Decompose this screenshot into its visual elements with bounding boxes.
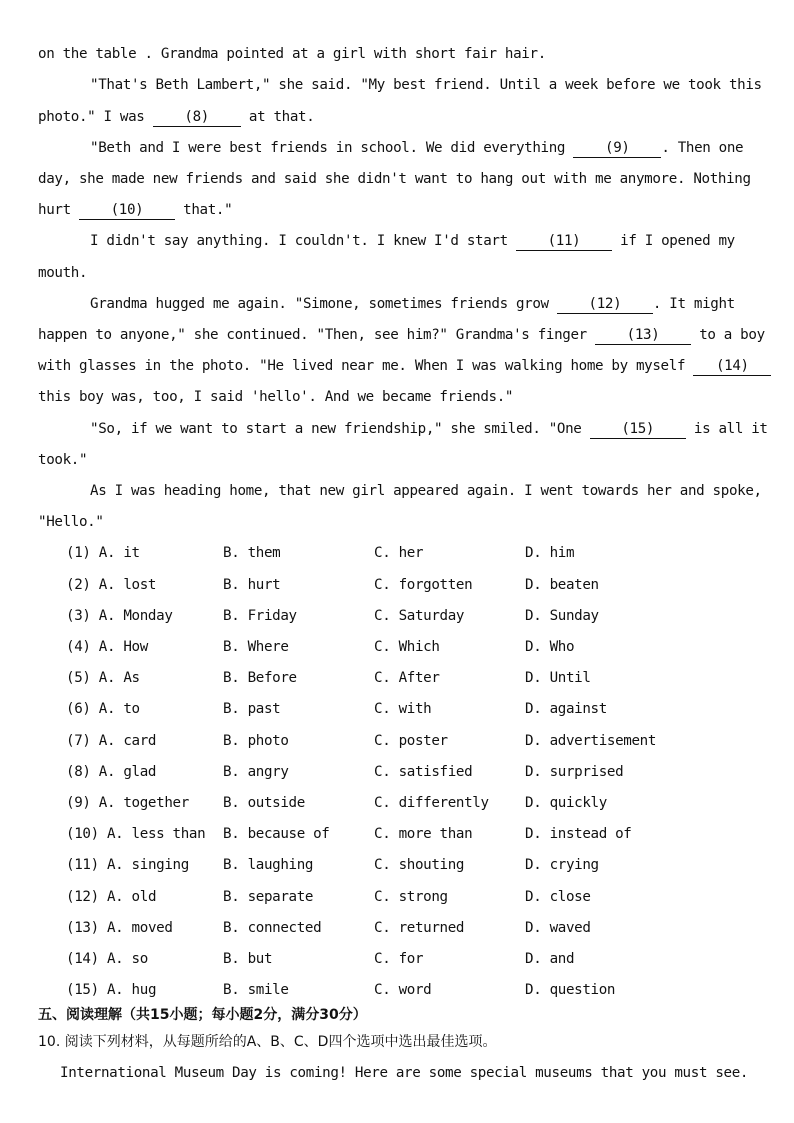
option-c[interactable]: C. for (374, 951, 424, 967)
option-a[interactable]: A. card (98, 733, 157, 749)
blank-12: (12) (557, 296, 653, 314)
option-b[interactable]: B. separate (223, 889, 314, 905)
option-c[interactable]: C. After (374, 670, 440, 686)
option-row: (10) A. less than B. because of C. more than D. instead of (66, 826, 632, 842)
option-d[interactable]: D. crying (525, 857, 599, 873)
option-c[interactable]: C. Saturday (374, 608, 465, 624)
option-b[interactable]: B. Before (223, 670, 297, 686)
blank-9: (9) (573, 140, 661, 158)
option-d[interactable]: D. against (525, 701, 607, 717)
passage-line: photo." I was (8) at that. (38, 109, 315, 125)
option-row: (13) A. moved B. connected C. returned D. waved (66, 920, 591, 936)
blank-8: (8) (153, 109, 241, 127)
option-d[interactable]: D. Sunday (525, 608, 599, 624)
passage-line: I didn't say anything. I couldn't. I knew I'd start (11) if I opened my (90, 233, 735, 249)
option-b[interactable]: B. connected (223, 920, 322, 936)
option-row: (4) A. How B. Where C. Which D. Who (66, 639, 575, 655)
option-b[interactable]: B. smile (223, 982, 289, 998)
option-c[interactable]: C. more than (374, 826, 473, 842)
option-b[interactable]: B. because of (223, 826, 330, 842)
passage-line: with glasses in the photo. "He lived near me. When I was walking home by myself (14) (38, 356, 758, 376)
option-b[interactable]: B. laughing (223, 857, 314, 873)
option-b[interactable]: B. Where (223, 639, 289, 655)
passage-line: "So, if we want to start a new friendship," she smiled. "One (15) is all it (90, 421, 768, 437)
option-a[interactable]: A. Monday (98, 608, 173, 624)
option-b[interactable]: B. outside (223, 795, 305, 811)
passage-line: "Beth and I were best friends in school. We did everything (9) . Then one (90, 140, 744, 156)
passage-line: took." (38, 452, 88, 468)
option-a[interactable]: A. singing (106, 857, 189, 873)
option-c[interactable]: C. with (374, 701, 432, 717)
option-c[interactable]: C. her (374, 545, 424, 561)
passage-line: mouth. (38, 265, 88, 281)
option-c[interactable]: C. differently (374, 795, 489, 811)
option-d[interactable]: D. question (525, 982, 616, 998)
option-a[interactable]: A. old (106, 889, 157, 905)
option-c[interactable]: C. shouting (374, 857, 465, 873)
blank-14: (14) (693, 358, 771, 376)
option-c[interactable]: C. returned (374, 920, 465, 936)
option-d[interactable]: D. Until (525, 670, 591, 686)
blank-11: (11) (516, 233, 612, 251)
option-b[interactable]: B. past (223, 701, 281, 717)
option-a[interactable]: A. moved (106, 920, 173, 936)
option-a[interactable]: A. lost (98, 577, 157, 593)
option-d[interactable]: D. and (525, 951, 575, 967)
option-row: (11) A. singing B. laughing C. shouting D. crying (66, 857, 599, 873)
option-d[interactable]: D. waved (525, 920, 591, 936)
option-a[interactable]: A. As (98, 670, 140, 686)
option-b[interactable]: B. hurt (223, 577, 281, 593)
option-row: (15) A. hug B. smile C. word D. question (66, 982, 616, 998)
option-b[interactable]: B. angry (223, 764, 289, 780)
option-b[interactable]: B. but (223, 951, 273, 967)
blank-10: (10) (79, 202, 175, 220)
option-d[interactable]: D. advertisement (525, 733, 657, 749)
option-a[interactable]: A. to (98, 701, 140, 717)
option-row: (3) A. Monday B. Friday C. Saturday D. Sunday (66, 608, 599, 624)
option-row: (6) A. to B. past C. with D. against (66, 701, 607, 717)
option-row: (14) A. so B. but C. for D. and (66, 951, 575, 967)
passage-line: hurt (10) that." (38, 202, 233, 218)
option-d[interactable]: D. instead of (525, 826, 632, 842)
option-a[interactable]: A. hug (106, 982, 157, 998)
blank-15: (15) (590, 421, 686, 439)
option-row: (5) A. As B. Before C. After D. Until (66, 670, 591, 686)
option-d[interactable]: D. quickly (525, 795, 607, 811)
option-a[interactable]: A. less than (106, 826, 206, 842)
option-row: (2) A. lost B. hurt C. forgotten D. beaten (66, 577, 599, 593)
option-d[interactable]: D. Who (525, 639, 575, 655)
reading-intro: International Museum Day is coming! Here are some special museums that you must see. (60, 1065, 749, 1081)
option-b[interactable]: B. photo (223, 733, 289, 749)
option-a[interactable]: A. How (98, 639, 148, 655)
passage-line: "Hello." (38, 514, 104, 530)
passage-line: Grandma hugged me again. "Simone, sometimes friends grow (12) . It might (90, 296, 735, 312)
option-a[interactable]: A. glad (98, 764, 157, 780)
blank-13: (13) (595, 327, 691, 345)
option-c[interactable]: C. strong (374, 889, 448, 905)
option-row: (8) A. glad B. angry C. satisfied D. surprised (66, 764, 624, 780)
passage-line: this boy was, too, I said 'hello'. And we became friends." (38, 389, 514, 405)
option-b[interactable]: B. them (223, 545, 281, 561)
option-d[interactable]: D. close (525, 889, 591, 905)
passage-line: day, she made new friends and said she didn't want to hang out with me anymore. Nothing (38, 171, 751, 187)
option-d[interactable]: D. beaten (525, 577, 599, 593)
option-c[interactable]: C. poster (374, 733, 448, 749)
option-b[interactable]: B. Friday (223, 608, 297, 624)
option-d[interactable]: D. surprised (525, 764, 624, 780)
option-row: (7) A. card B. photo C. poster D. advertisement (66, 733, 657, 749)
passage-line: on the table . Grandma pointed at a girl with short fair hair. (38, 46, 546, 62)
option-d[interactable]: D. him (525, 545, 575, 561)
passage-line: happen to anyone," she continued. "Then, see him?" Grandma's finger (13) to a boy (38, 327, 765, 343)
option-row: (12) A. old B. separate C. strong D. close (66, 889, 591, 905)
option-a[interactable]: A. so (106, 951, 148, 967)
option-row: (1) A. it B. them C. her D. him (66, 545, 575, 561)
option-c[interactable]: C. word (374, 982, 432, 998)
section-instruction: 10. 阅读下列材料，从每题所给的A、B、C、D四个选项中选出最佳选项。 (38, 1034, 497, 1050)
option-a[interactable]: A. together (98, 795, 189, 811)
passage-line: "That's Beth Lambert," she said. "My best friend. Until a week before we took this (90, 77, 762, 93)
option-c[interactable]: C. satisfied (374, 764, 473, 780)
option-a[interactable]: A. it (98, 545, 140, 561)
section-heading: 五、阅读理解（共15小题；每小题2分，满分30分） (38, 1007, 367, 1023)
option-c[interactable]: C. forgotten (374, 577, 473, 593)
option-row: (9) A. together B. outside C. differently D. quickly (66, 795, 607, 811)
passage-line: As I was heading home, that new girl appeared again. I went towards her and spoke, (90, 483, 762, 499)
option-c[interactable]: C. Which (374, 639, 440, 655)
